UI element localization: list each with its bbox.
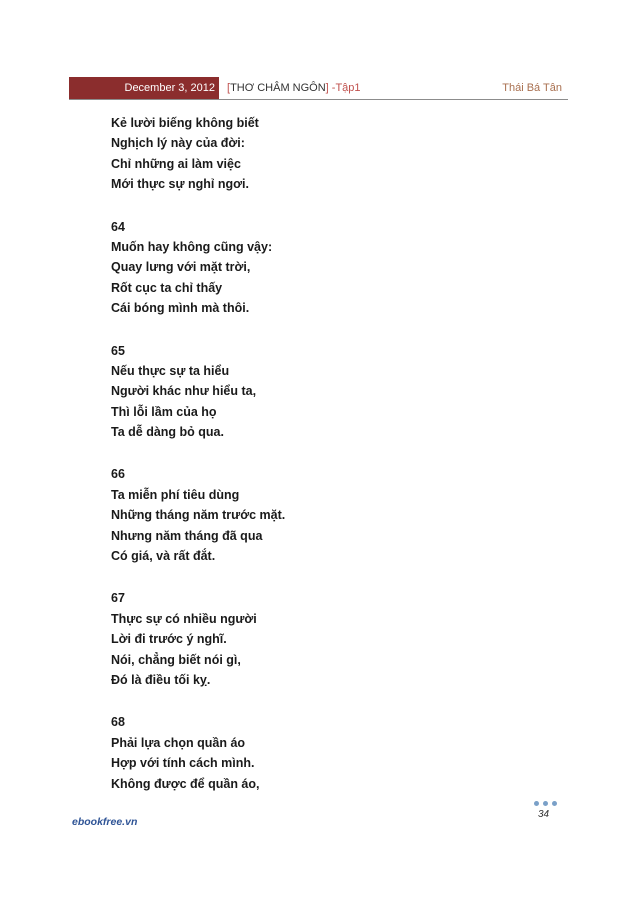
- header-title-text: THƠ CHÂM NGÔN: [230, 82, 326, 94]
- poem-line: Quay lưng với mặt trời,: [111, 260, 251, 275]
- poem-line: Thì lỗi lầm của họ: [111, 404, 217, 419]
- poem-line: Nói, chẳng biết nói gì,: [111, 652, 241, 667]
- footer-dots-icon: [532, 799, 562, 809]
- header-author: Thái Bá Tân: [502, 82, 562, 94]
- header-bracket-open: [: [227, 82, 231, 94]
- poem-line: Ta dễ dàng bỏ qua.: [111, 425, 224, 440]
- stanza: [111, 113, 511, 195]
- stanza-number: 64: [111, 219, 125, 234]
- poem-line: Thực sự có nhiều người: [111, 611, 257, 626]
- poem-line: Cái bóng mình mà thôi.: [111, 301, 250, 316]
- poem-line: Lời đi trước ý nghĩ.: [111, 632, 227, 647]
- poem-line: Nếu thực sự ta hiểu: [111, 363, 230, 378]
- header-title: [227, 77, 361, 99]
- page-number: 34: [538, 809, 550, 820]
- poem-line: Hợp với tính cách mình.: [111, 756, 255, 771]
- poem-line: Nhưng năm tháng đã qua: [111, 528, 263, 543]
- stanza: [111, 464, 511, 566]
- poem-line: Nghịch lý này của đời:: [111, 136, 245, 151]
- poem-line: Kẻ lười biếng không biết: [111, 116, 259, 130]
- stanza: [111, 588, 511, 690]
- poem-line: Có giá, và rất đắt.: [111, 549, 216, 564]
- poem-line: Chỉ những ai làm việc: [111, 156, 241, 171]
- header-date: December 3, 2012: [69, 77, 219, 99]
- poem-body: [111, 113, 511, 816]
- stanza-number: 66: [111, 467, 125, 482]
- poem-line: Những tháng năm trước mặt.: [111, 508, 286, 523]
- stanza-number: 67: [111, 591, 125, 606]
- poem-line: Ta miễn phí tiêu dùng: [111, 487, 240, 502]
- poem-line: Không được để quần áo,: [111, 776, 260, 791]
- poem-line: Muốn hay không cũng vậy:: [111, 239, 273, 254]
- poem-line: Phải lựa chọn quần áo: [111, 735, 246, 750]
- poem-line: Rốt cục ta chỉ thấy: [111, 280, 223, 295]
- site-link[interactable]: ebookfree.vn: [72, 816, 138, 828]
- poem-line: Đó là điều tối kỵ.: [111, 672, 211, 687]
- stanza-number: 65: [111, 343, 125, 358]
- stanza: [111, 712, 511, 794]
- stanza-number: 68: [111, 715, 125, 730]
- stanza: [111, 217, 511, 319]
- poem-line: Người khác như hiểu ta,: [111, 384, 257, 399]
- stanza: [111, 341, 511, 443]
- poem-line: Mới thực sự nghỉ ngơi.: [111, 177, 249, 192]
- header-divider: [69, 99, 568, 100]
- header-bracket-close: ]: [325, 82, 329, 94]
- page-header: [69, 77, 568, 99]
- header-volume: -Tập1: [331, 82, 361, 94]
